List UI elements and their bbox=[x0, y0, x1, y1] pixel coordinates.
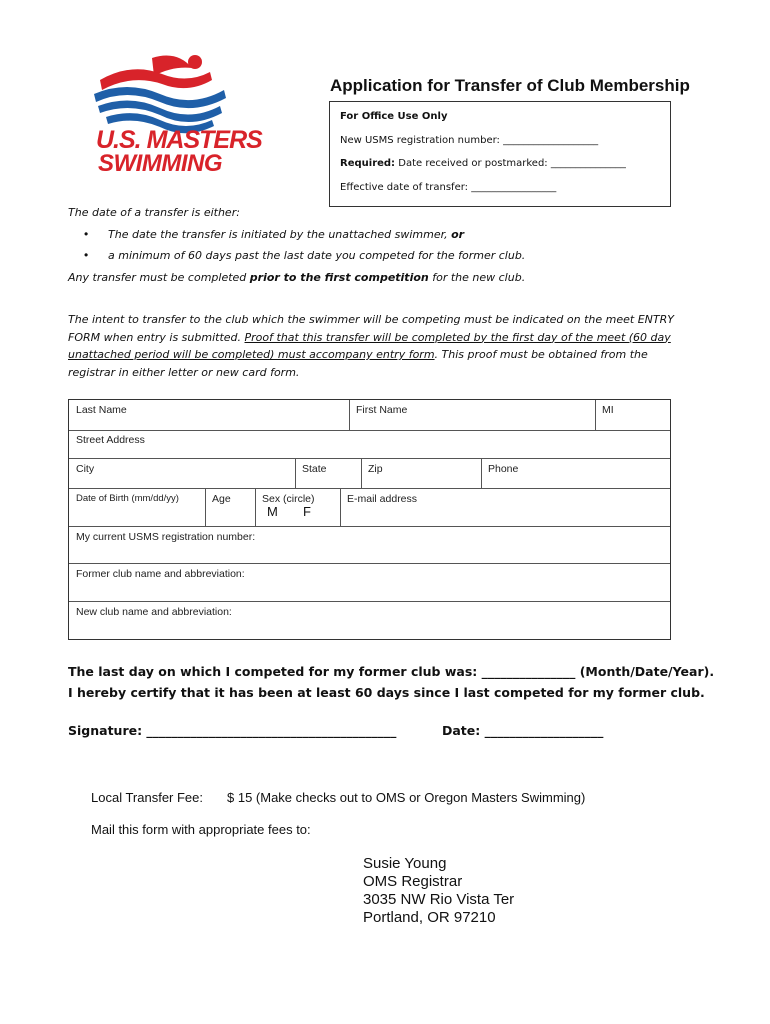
email-field[interactable] bbox=[340, 489, 670, 526]
date-received-field bbox=[340, 158, 626, 169]
sex-option-m[interactable]: M bbox=[267, 504, 278, 519]
address-line: OMS Registrar bbox=[363, 873, 463, 890]
intro-bullet-1 bbox=[108, 228, 464, 241]
last-competed-line: The last day on which I competed for my former club was: _______________ (Month/Date/Year). bbox=[68, 664, 715, 679]
state-label: State bbox=[302, 463, 327, 475]
zip-field[interactable] bbox=[361, 459, 482, 488]
former-club-label: Former club name and abbreviation: bbox=[76, 568, 245, 580]
age-field[interactable] bbox=[205, 489, 256, 526]
age-label: Age bbox=[212, 493, 231, 505]
state-field[interactable] bbox=[295, 459, 362, 488]
address-line: 3035 NW Rio Vista Ter bbox=[363, 891, 515, 908]
required-label: Required: bbox=[340, 158, 396, 169]
mi-label: MI bbox=[602, 404, 614, 416]
street-address-field[interactable] bbox=[69, 430, 670, 459]
paragraph-part-2: . This proof must be obtained from the registrar in either letter or new card form. bbox=[68, 348, 648, 379]
rule-pre: Any transfer must be completed bbox=[68, 271, 250, 284]
mail-instruction: Mail this form with appropriate fees to: bbox=[91, 822, 311, 837]
first-name-field[interactable] bbox=[349, 400, 596, 430]
rule-bold: prior to the first competition bbox=[249, 271, 429, 284]
intro-lead: The date of a transfer is either: bbox=[68, 206, 240, 219]
name-row bbox=[69, 400, 670, 431]
logo-line-1: U.S. MASTERS bbox=[96, 126, 262, 154]
intent-paragraph bbox=[68, 311, 688, 381]
current-reg-field[interactable] bbox=[69, 527, 670, 564]
dob-field[interactable] bbox=[69, 489, 206, 526]
last-name-field[interactable] bbox=[69, 400, 350, 430]
first-name-label: First Name bbox=[356, 404, 408, 416]
email-label: E-mail address bbox=[347, 493, 418, 505]
fee-label: Local Transfer Fee: bbox=[91, 790, 203, 805]
logo-line-2: SWIMMING bbox=[98, 150, 222, 177]
dob-row bbox=[69, 489, 670, 527]
city-row bbox=[69, 459, 670, 489]
new-club-field[interactable] bbox=[69, 602, 670, 639]
sex-field[interactable] bbox=[255, 489, 341, 526]
rule-post: for the new club. bbox=[428, 271, 526, 284]
required-text: Date received or postmarked: _______________ bbox=[395, 158, 626, 169]
address-line: Portland, OR 97210 bbox=[363, 909, 496, 926]
street-address-label: Street Address bbox=[76, 434, 145, 446]
mailing-address bbox=[363, 855, 514, 927]
bullet-1-bold: or bbox=[451, 228, 465, 241]
zip-label: Zip bbox=[368, 463, 383, 475]
new-reg-number-field: New USMS registration number: ___________________ bbox=[340, 135, 599, 146]
new-club-label: New club name and abbreviation: bbox=[76, 606, 232, 618]
paragraph-part-1: The intent to transfer to the club which the swimmer will be competing must be indicated on the meet ENTRY FORM when entry is submitted. bbox=[68, 313, 674, 344]
address-line: Susie Young bbox=[363, 855, 447, 872]
current-reg-label: My current USMS registration number: bbox=[76, 531, 256, 543]
usms-logo bbox=[92, 50, 262, 180]
fee-value: $ 15 (Make checks out to OMS or Oregon Masters Swimming) bbox=[227, 790, 586, 805]
signature-line[interactable]: Signature: ________________________________________ bbox=[68, 723, 397, 738]
bullet-1-text: The date the transfer is initiated by the unattached swimmer, bbox=[108, 228, 452, 241]
city-label: City bbox=[76, 463, 95, 475]
sex-label: Sex (circle) bbox=[262, 493, 315, 505]
certify-line: I hereby certify that it has been at least 60 days since I last competed for my former club. bbox=[68, 685, 705, 700]
mi-field[interactable] bbox=[595, 400, 670, 430]
bullet-icon: • bbox=[84, 227, 89, 241]
phone-field[interactable] bbox=[481, 459, 670, 488]
city-field[interactable] bbox=[69, 459, 296, 488]
office-use-box bbox=[329, 101, 671, 207]
last-name-label: Last Name bbox=[76, 404, 127, 416]
office-heading: For Office Use Only bbox=[340, 111, 448, 122]
effective-date-field: Effective date of transfer: _________________ bbox=[340, 182, 557, 193]
member-info-form bbox=[68, 399, 671, 640]
page-title: Application for Transfer of Club Membership bbox=[330, 76, 690, 95]
date-line[interactable]: Date: ___________________ bbox=[442, 723, 604, 738]
former-club-field[interactable] bbox=[69, 564, 670, 602]
intro-rule bbox=[68, 271, 525, 284]
bullet-icon: • bbox=[84, 248, 89, 262]
phone-label: Phone bbox=[488, 463, 519, 475]
intro-bullet-2: a minimum of 60 days past the last date you competed for the former club. bbox=[108, 249, 526, 262]
dob-label: Date of Birth (mm/dd/yy) bbox=[76, 493, 179, 504]
sex-option-f[interactable]: F bbox=[303, 504, 311, 519]
paragraph-underlined: Proof that this transfer will be completed by the first day of the meet (60 day unattached period will be completed) must accompany entry form bbox=[68, 330, 671, 361]
